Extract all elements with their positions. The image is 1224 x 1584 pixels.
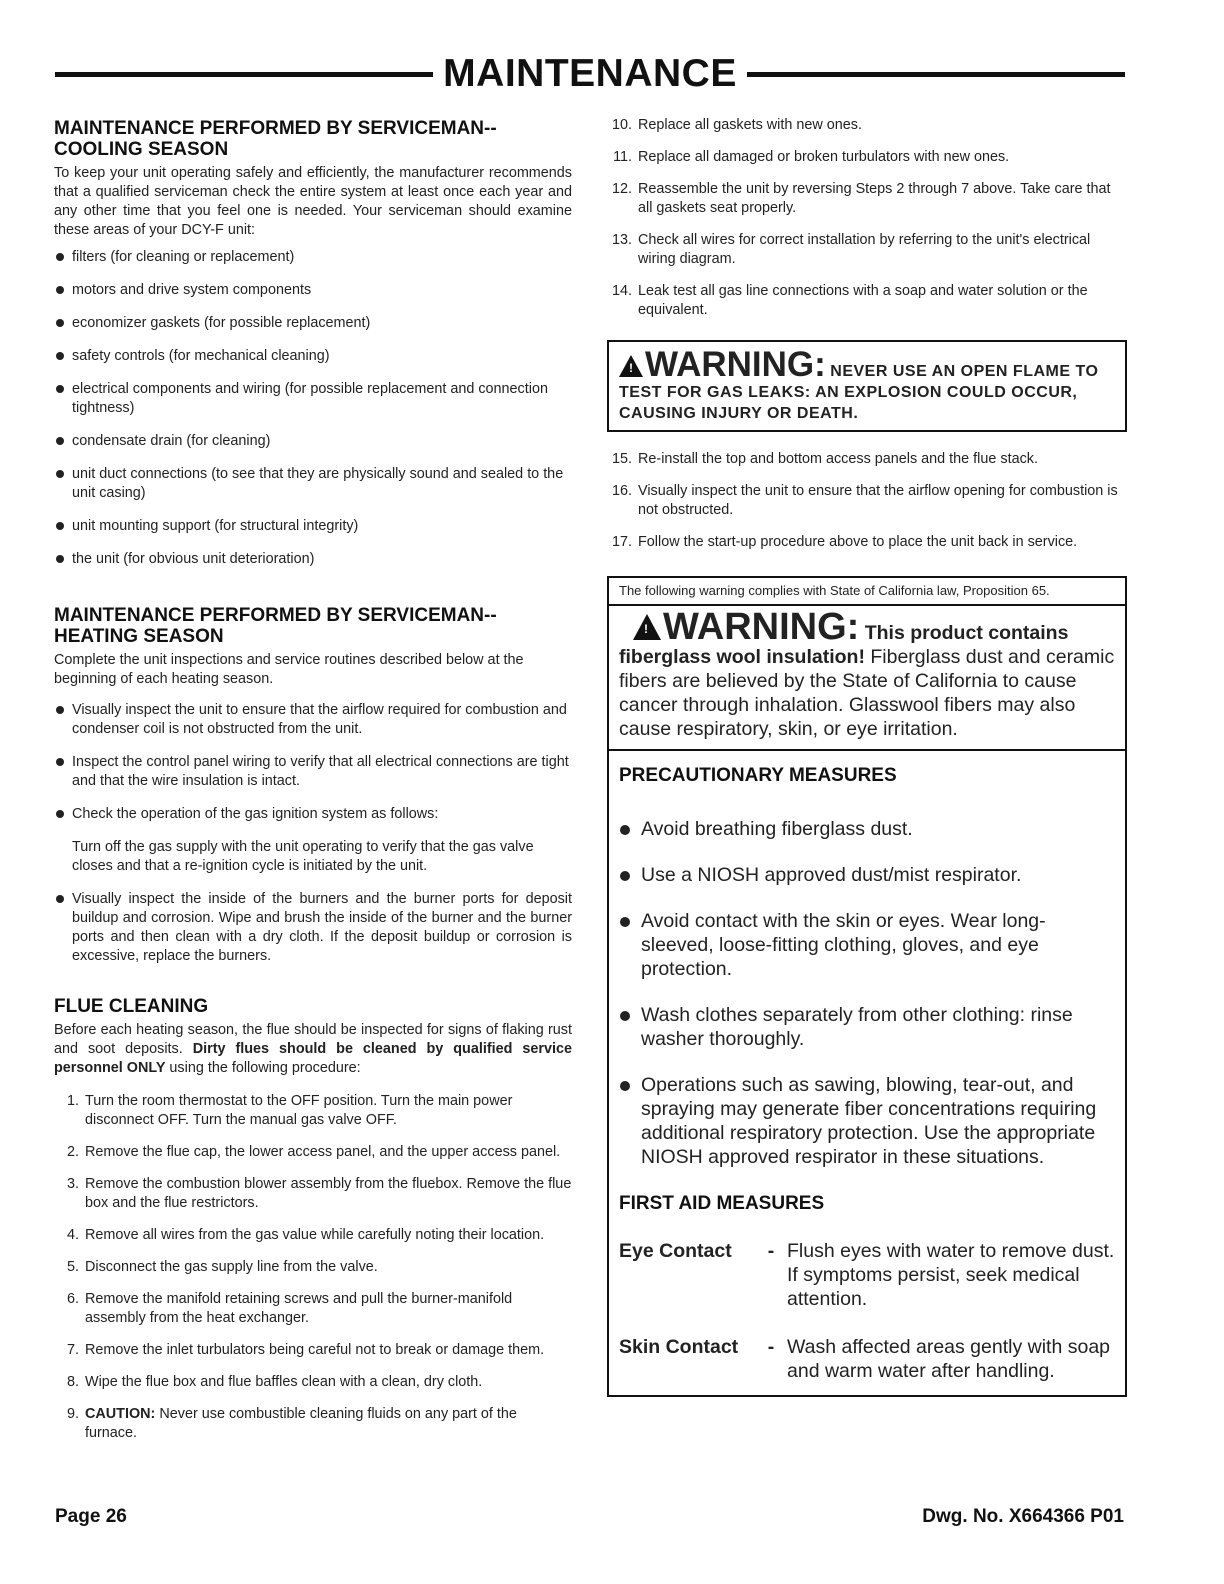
first-aid-text: Wash affected areas gently with soap and warm water after handling. — [787, 1336, 1111, 1382]
step-number: 8. — [66, 1374, 79, 1390]
warning-triangle-icon: ! — [619, 355, 643, 377]
flue-heading: FLUE CLEANING — [54, 996, 209, 1017]
list-item: Inspect the control panel wiring to verify that all electrical connections are tight and that the wire insulation is intact. — [54, 753, 572, 791]
step-item — [54, 1341, 572, 1360]
flue-intro — [54, 1021, 572, 1078]
step-number: 17. — [611, 534, 632, 550]
precautions-list — [619, 817, 1115, 1169]
list-item: Operations such as sawing, blowing, tear-out, and spraying may generate fiber concentrations requiring additional respiratory protection. Use the appropriate NIOSH approved respirator in these situations. — [619, 1073, 1115, 1169]
step-number: 14. — [611, 283, 632, 299]
step-item — [607, 282, 1127, 320]
list-item: safety controls (for mechanical cleaning) — [54, 347, 572, 366]
list-item: Wash clothes separately from other clothing: rinse washer thoroughly. — [619, 1003, 1115, 1051]
heating-heading: MAINTENANCE PERFORMED BY SERVICEMAN-- HEATING SEASON — [54, 605, 497, 647]
precautions-section — [609, 751, 1125, 1395]
step-number: 15. — [611, 451, 632, 467]
warning-text: NEVER USE AN OPEN FLAME TO TEST FOR GAS LEAKS: AN EXPLOSION COULD OCCUR, CAUSING INJURY OR DEATH. — [619, 363, 1099, 422]
step-item — [54, 1373, 572, 1392]
list-item: condensate drain (for cleaning) — [54, 432, 572, 451]
step-item — [607, 482, 1127, 520]
cooling-list — [54, 248, 572, 569]
step-item — [607, 180, 1127, 218]
step-item — [54, 1092, 572, 1130]
step-number: 6. — [66, 1291, 79, 1307]
flue-intro-text: Before each heating season, the flue should be inspected for signs of flaking rust and soot deposits. — [54, 1022, 572, 1057]
step-text: Turn the room thermostat to the OFF position. Turn the main power disconnect OFF. Turn the manual gas valve OFF. — [85, 1093, 513, 1128]
flue-intro-bold: Dirty flues should be cleaned by qualified service personnel ONLY — [54, 1041, 572, 1076]
step-text: Re-install the top and bottom access panels and the flue stack. — [638, 451, 1038, 467]
list-item: Check the operation of the gas ignition system as follows: — [54, 805, 572, 824]
list-item: unit mounting support (for structural integrity) — [54, 517, 572, 536]
list-item: unit duct connections (to see that they are physically sound and sealed to the unit casing) — [54, 465, 572, 503]
left-column — [54, 118, 572, 1443]
list-item: economizer gaskets (for possible replacement) — [54, 314, 572, 333]
first-aid-label: Skin Contact — [619, 1336, 739, 1358]
list-item: Visually inspect the inside of the burners and the burner ports for deposit buildup and corrosion. Wipe and brush the inside of the burner and the burner ports and then clean with a dry cloth. If the deposit buildup or corrosion is excessive, replace the burners. — [54, 890, 572, 966]
step-text: Remove the manifold retaining screws and pull the burner-manifold assembly from the heat exchanger. — [85, 1291, 513, 1326]
step-item — [54, 1143, 572, 1162]
step-text: Wipe the flue box and flue baffles clean with a clean, dry cloth. — [85, 1374, 483, 1390]
first-aid-eye — [619, 1239, 1115, 1311]
step-text: Check all wires for correct installation by referring to the unit's electrical wiring diagram. — [638, 232, 1091, 267]
prop65-warning — [609, 606, 1125, 751]
step-text: Remove all wires from the gas value while carefully noting their location. — [85, 1227, 545, 1243]
step-text: Leak test all gas line connections with a soap and water solution or the equivalent. — [638, 283, 1088, 318]
step-text: Remove the combustion blower assembly from the fluebox. Remove the flue box and the flue restrictors. — [85, 1176, 572, 1211]
right-steps-b — [607, 450, 1127, 552]
step-item — [607, 231, 1127, 269]
step-text: Replace all gaskets with new ones. — [638, 117, 862, 133]
step-text: Reassemble the unit by reversing Steps 2 through 7 above. Take care that all gaskets seat properly. — [638, 181, 1111, 216]
step-number: 10. — [611, 117, 632, 133]
header-rule-right — [747, 72, 1125, 77]
prop65-note: The following warning complies with State of California law, Proposition 65. — [609, 578, 1125, 606]
warning-word: WARNING: — [663, 606, 860, 648]
heating-list — [54, 701, 572, 824]
warning-lead: This product contains fiberglass wool insulation! — [619, 622, 1069, 668]
first-aid-heading: FIRST AID MEASURES — [619, 1193, 825, 1214]
cooling-intro: To keep your unit operating safely and efficiently, the manufacturer recommends that a qualified serviceman check the entire system at least once each year and any other time that you feel one is needed. Your serviceman should examine these areas of your DCY-F unit: — [54, 165, 572, 238]
cooling-heading: MAINTENANCE PERFORMED BY SERVICEMAN-- COOLING SEASON — [54, 118, 497, 160]
list-item: Visually inspect the unit to ensure that the airflow required for combustion and condenser coil is not obstructed from the unit. — [54, 701, 572, 739]
heating-intro: Complete the unit inspections and service routines described below at the beginning of each heating season. — [54, 652, 524, 687]
list-item: motors and drive system components — [54, 281, 572, 300]
list-item: Use a NIOSH approved dust/mist respirator. — [619, 863, 1115, 887]
list-item: the unit (for obvious unit deterioration) — [54, 550, 572, 569]
step-number: 3. — [66, 1176, 79, 1192]
header-rule-left — [55, 72, 433, 77]
step-number: 7. — [66, 1342, 79, 1358]
list-item: Avoid contact with the skin or eyes. Wear long-sleeved, loose-fitting clothing, gloves, and eye protection. — [619, 909, 1115, 981]
step-text: Remove the inlet turbulators being careful not to break or damage them. — [85, 1342, 545, 1358]
right-steps-a — [607, 116, 1127, 320]
step-text: Visually inspect the unit to ensure that the airflow opening for combustion is not obstructed. — [638, 483, 1118, 518]
step-item — [607, 533, 1127, 552]
step-text: Follow the start-up procedure above to place the unit back in service. — [638, 534, 1078, 550]
warning-text: Fiberglass dust and ceramic fibers are believed by the State of California to cause cancer through inhalation. Glasswool fibers may also cause respiratory, skin, or eye irritation. — [619, 646, 1115, 740]
heating-list-last — [54, 890, 572, 966]
flue-steps — [54, 1092, 572, 1443]
step-number: 4. — [66, 1227, 79, 1243]
page-header — [55, 54, 1125, 94]
step-item — [607, 116, 1127, 135]
first-aid-dash: - — [767, 1336, 775, 1358]
page-number: Page 26 — [55, 1506, 127, 1527]
first-aid-label: Eye Contact — [619, 1240, 732, 1262]
warning-line — [619, 345, 1115, 424]
step-item — [54, 1258, 572, 1277]
step-text: Replace all damaged or broken turbulators with new ones. — [638, 149, 1010, 165]
step-item — [54, 1226, 572, 1245]
step-item — [607, 450, 1127, 469]
step-item — [607, 148, 1127, 167]
step-number: 1. — [66, 1093, 79, 1109]
page-title: MAINTENANCE — [443, 52, 737, 95]
first-aid-text: Flush eyes with water to remove dust. If symptoms persist, seek medical attention. — [787, 1240, 1115, 1310]
step-item — [54, 1175, 572, 1213]
prop65-box — [607, 576, 1127, 1397]
step-text: Remove the flue cap, the lower access panel, and the upper access panel. — [85, 1144, 561, 1160]
list-item: Avoid breathing fiberglass dust. — [619, 817, 1115, 841]
step-item — [54, 1290, 572, 1328]
precautions-heading: PRECAUTIONARY MEASURES — [619, 765, 897, 786]
caution-label: CAUTION: — [85, 1406, 156, 1422]
step-item — [54, 1405, 572, 1443]
step-text: Never use combustible cleaning fluids on any part of the furnace. — [85, 1406, 517, 1441]
ignition-note: Turn off the gas supply with the unit operating to verify that the gas valve closes and that a re-ignition cycle is initiated by the unit. — [72, 839, 534, 874]
step-number: 13. — [611, 232, 632, 248]
flue-intro-end: using the following procedure: — [169, 1060, 361, 1076]
first-aid-dash: - — [767, 1240, 775, 1262]
list-item: electrical components and wiring (for possible replacement and connection tightness) — [54, 380, 572, 418]
drawing-number: Dwg. No. X664366 P01 — [922, 1506, 1124, 1527]
list-item: filters (for cleaning or replacement) — [54, 248, 572, 267]
step-number: 12. — [611, 181, 632, 197]
step-number: 9. — [66, 1406, 79, 1422]
step-number: 16. — [611, 483, 632, 499]
step-number: 2. — [66, 1144, 79, 1160]
first-aid-skin — [619, 1335, 1115, 1383]
step-text: Disconnect the gas supply line from the valve. — [85, 1259, 378, 1275]
gas-leak-warning — [607, 340, 1127, 432]
warning-word: WARNING: — [645, 345, 826, 384]
step-number: 5. — [66, 1259, 79, 1275]
step-number: 11. — [613, 149, 632, 165]
warning-triangle-icon: ! — [633, 614, 661, 640]
right-column — [607, 116, 1127, 1397]
